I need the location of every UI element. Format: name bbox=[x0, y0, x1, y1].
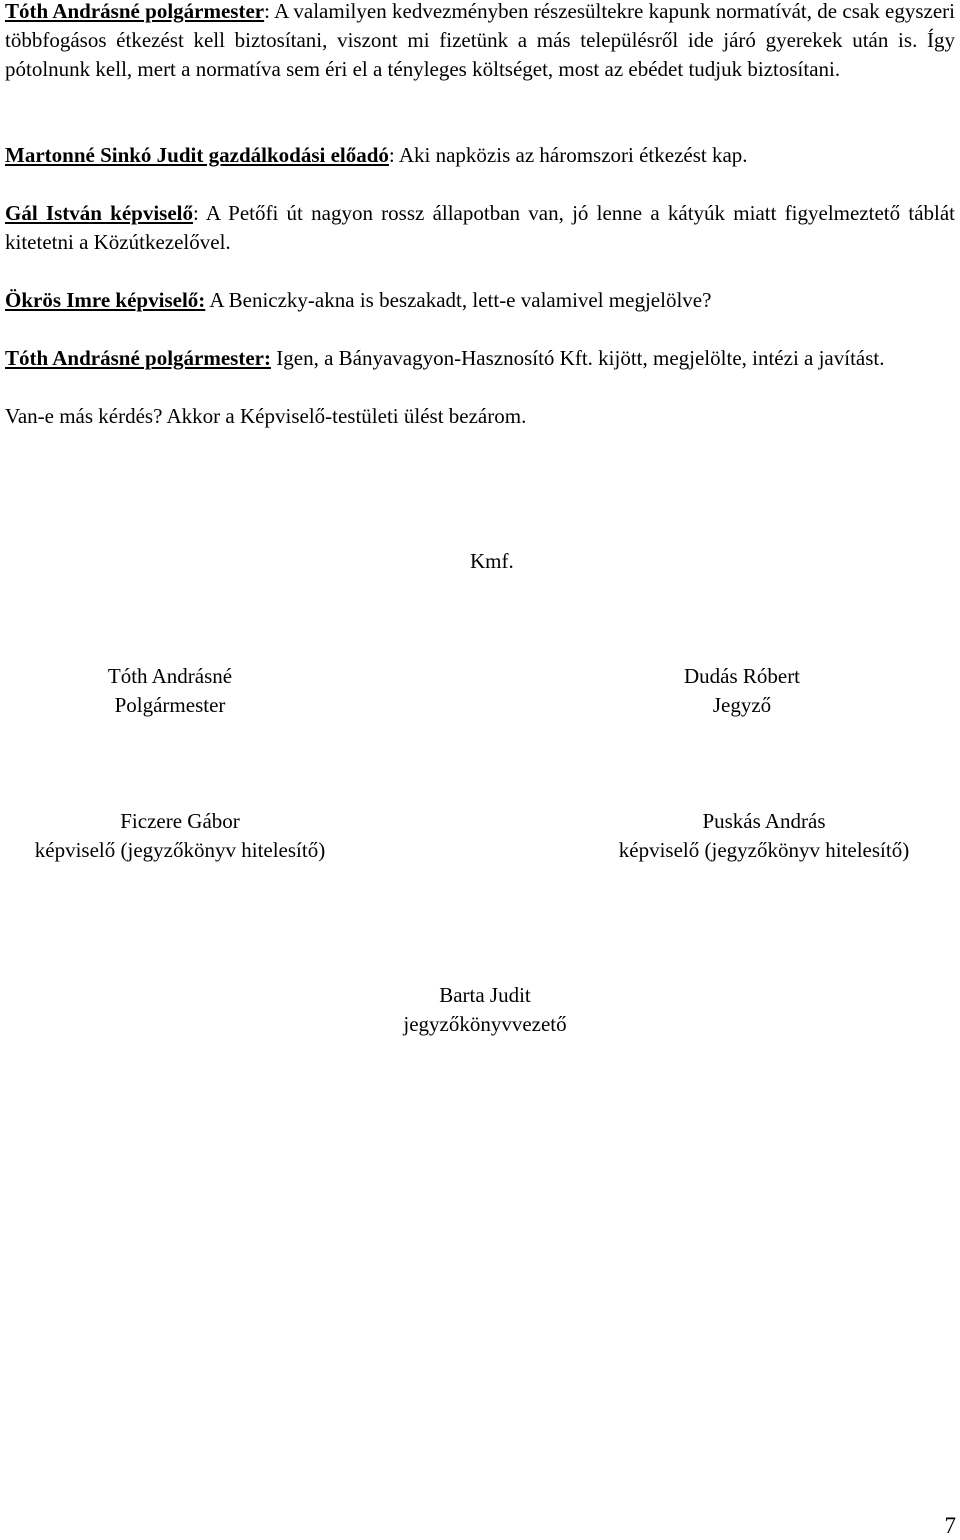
paragraph-okros-imre bbox=[5, 286, 955, 315]
speaker-separator: : bbox=[264, 0, 275, 23]
paragraph-text: Aki napközis az háromszori étkezést kap. bbox=[398, 143, 748, 167]
speaker-name: Martonné Sinkó Judit gazdálkodási előadó bbox=[5, 143, 389, 167]
signature-role: Jegyző bbox=[712, 693, 772, 717]
signature-role: Polgármester bbox=[114, 693, 226, 717]
signature-authenticator-2 bbox=[589, 807, 939, 865]
speaker-separator: : bbox=[388, 143, 399, 167]
signature-name: Barta Judit bbox=[439, 983, 531, 1007]
signature-name: Tóth Andrásné bbox=[107, 664, 233, 688]
signature-authenticator-1 bbox=[5, 807, 355, 865]
signature-role: képviselő (jegyzőkönyv hitelesítő) bbox=[34, 838, 326, 862]
signature-recorder bbox=[360, 981, 610, 1039]
signature-role: képviselő (jegyzőkönyv hitelesítő) bbox=[618, 838, 910, 862]
document-page bbox=[5, 0, 955, 1537]
paragraph-text: A valamilyen kedvezményben részesültekre kapunk normatívát, de csak egyszeri többfogásos étkezést kell biztosítani, viszont mi fizetünk a más településről ide járó gyerekek után is. Így pótolnunk kell, mert a normatíva sem éri el a tényleges költséget, most az ebédet tudjuk biztosítani. bbox=[5, 0, 955, 81]
signature-notary bbox=[637, 662, 847, 720]
signature-mayor bbox=[65, 662, 275, 720]
paragraph-text: A Beniczky-akna is beszakadt, lett-e valamivel megjelölve? bbox=[209, 288, 712, 312]
signature-name: Puskás András bbox=[702, 809, 826, 833]
closing-text: Van-e más kérdés? Akkor a Képviselő-testületi ülést bezárom. bbox=[5, 404, 527, 428]
paragraph-mayor-answer bbox=[5, 344, 955, 373]
paragraph-text: Igen, a Bányavagyon-Hasznosító Kft. kijött, megjelölte, intézi a javítást. bbox=[276, 346, 885, 370]
paragraph-gal-istvan bbox=[5, 199, 955, 257]
speaker-name: Tóth Andrásné polgármester: bbox=[5, 346, 271, 370]
paragraph-text: A Petőfi út nagyon rossz állapotban van, jó lenne a kátyúk miatt figyelmeztető táblát kitetetni a Közútkezelővel. bbox=[5, 201, 956, 254]
speaker-name: Ökrös Imre képviselő: bbox=[5, 288, 206, 312]
speaker-separator: : bbox=[193, 201, 206, 225]
paragraph-mayor-normative bbox=[5, 0, 955, 84]
signature-name: Ficzere Gábor bbox=[120, 809, 240, 833]
paragraph-finance-officer bbox=[5, 141, 955, 170]
kmf-label: Kmf. bbox=[470, 549, 514, 573]
speaker-name: Gál István képviselő bbox=[5, 201, 193, 225]
page-number: 7 bbox=[944, 1513, 956, 1538]
signature-name: Dudás Róbert bbox=[683, 664, 801, 688]
signature-role: jegyzőkönyvvezető bbox=[403, 1012, 567, 1036]
speaker-name: Tóth Andrásné polgármester bbox=[5, 0, 265, 23]
